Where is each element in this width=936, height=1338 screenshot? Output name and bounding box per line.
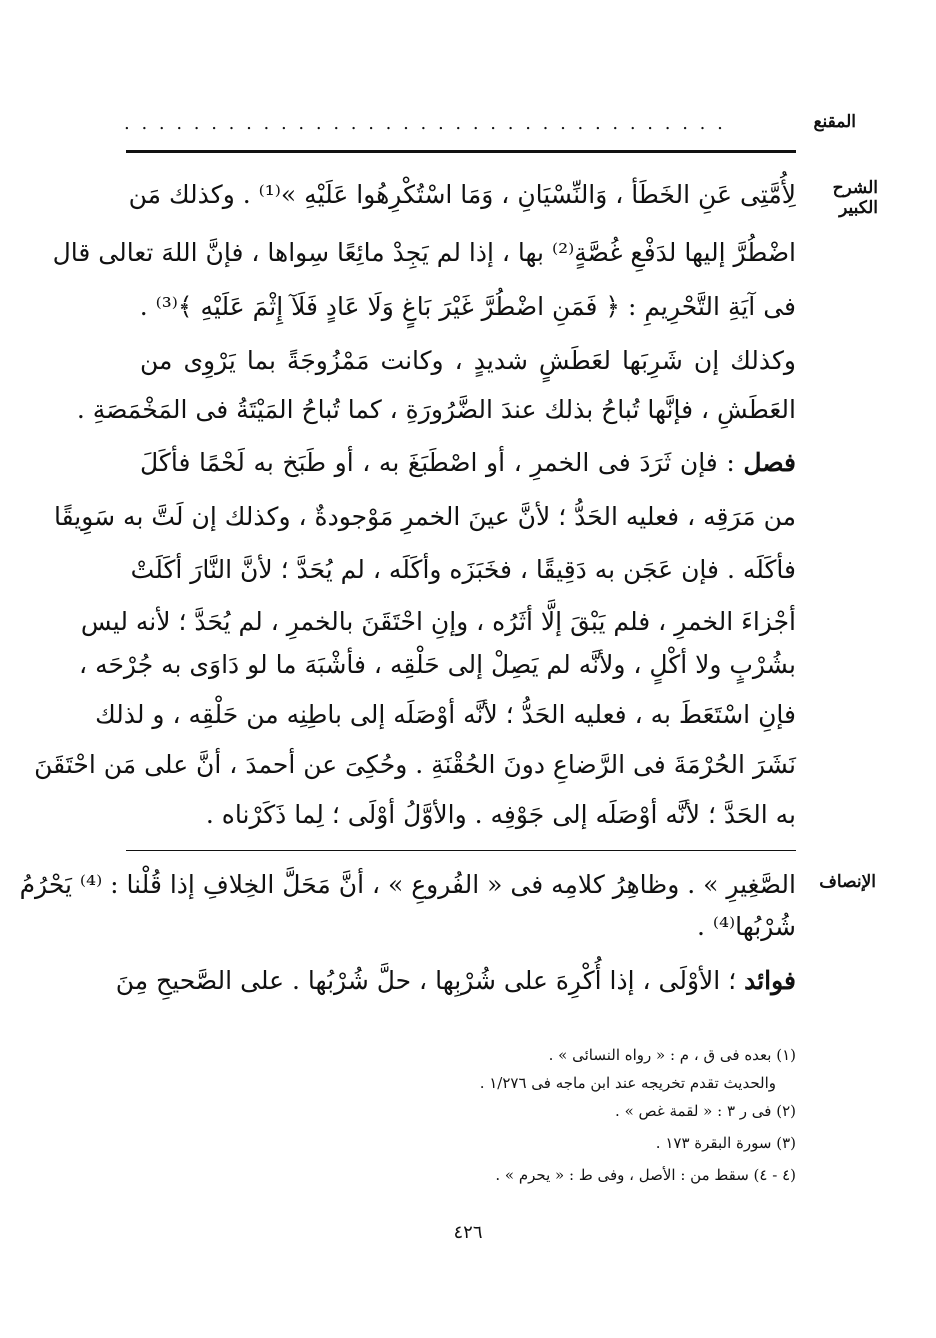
section-separator-rule xyxy=(126,850,796,851)
main-text-line: وكذلك إن شَرِبَها لعَطَشٍ شديدٍ ، وكانت مَمْزُوجَةً بما يَرْوِى من xyxy=(140,346,796,375)
fasl-first-line xyxy=(140,438,796,488)
fasl-text-line: أجْزاءَ الخمرِ ، فلم يَبْقَ إلَّا أثَرُه ، وإنِ احْتَقَنَ بالخمرِ ، لم يُحَدَّ ؛ لأنه ليس xyxy=(80,607,796,636)
fasl-text-line: به الحَدَّ ؛ لأنَّه أوْصَلَه إلى جَوْفِه . والأوَّلُ أوْلَى ؛ لِما ذَكَرْناه . xyxy=(205,800,796,829)
fawaid-line-text: ؛ الأوْلَى ، إذا أُكْرِهَ على شُرْبِها ، حلَّ شُرْبُها . على الصَّحيحِ مِنَ xyxy=(115,966,745,995)
main-text-line: العَطَشِ ، فإنَّها تُباحُ بذلك عندَ الضَّرُورَةِ ، كما تُباحُ المَيْتَةُ فى المَخْمَصَةِ . xyxy=(76,395,796,424)
fasl-text-line: فأكَلَه . فإن عَجَن به دَقِيقًا ، فخَبَزَه وأكَلَه ، لم يُحَدَّ ؛ لأنَّ النَّارَ أكَلَتْ xyxy=(130,555,796,584)
insaf-text-line: الصَّغِيرِ » . وظاهِرُ كلامِه فى « الفُروعِ » ، أنَّ مَحَلَّ الخِلافِ إذا قُلْنا : ⁽⁴⁾ يَحْرُمُ xyxy=(19,870,796,899)
page-number: ٤٢٦ xyxy=(453,1222,483,1243)
footnote-continuation: والحديث تقدم تخريجه عند ابن ماجه فى ١/٢٧٦ . xyxy=(479,1074,776,1092)
insaf-text-line: شُرْبُها⁽⁴⁾ . xyxy=(696,912,796,941)
fasl-text-line: بشُرْبٍ ولا أكْلٍ ، ولأنَّه لم يَصِلْ إلى حَلْقِه ، فأشْبَهَ ما لو دَاوَى به جُرْحَه ، xyxy=(79,650,796,679)
fasl-text-line: نَشَرَ الحُرْمَةَ فى الرَّضاعِ دونَ الحُقْنَةِ . وحُكِىَ عن أحمدَ ، أنَّ على مَن احْتَقَنَ xyxy=(34,750,796,779)
insaf-label: الإنصاف xyxy=(819,872,876,892)
header-book-title: المقنع xyxy=(813,112,856,132)
footnote: (١) بعده فى ق ، م : « رواه النسائى » . xyxy=(548,1046,796,1064)
fasl-first-line-text: : فإن ثَرَدَ فى الخمرِ ، أو اصْطَبَغَ به ، أو طَبَخ به لَحْمًا فأكَلَ xyxy=(140,448,744,477)
footnote: (٢) فى ر ٣ : « لقمة غص » . xyxy=(615,1102,796,1120)
fasl-text-line: فإنِ اسْتَعَطَ به ، فعليه الحَدُّ ؛ لأنَّه أوْصَلَه إلى باطِنِه من حَلْقِه ، و لذلك xyxy=(95,700,796,729)
main-text-line: اضْطُرَّ إليها لدَفْعِ غُصَّةٍ⁽²⁾ بها ، إذا لم يَجِدْ مائِعًا سِواها ، فإنَّ اللهَ تعالى قال xyxy=(52,238,796,267)
fawaid-heading: فوائد xyxy=(744,966,796,995)
sharh-kabir-label: الشرح الكبير xyxy=(832,178,878,218)
main-text-line: فى آيَةِ التَّحْرِيمِ : ﴿ فَمَنِ اضْطُرَّ غَيْرَ بَاغٍ وَلَا عَادٍ فَلَآ إِثْمَ عَلَيْهِ ﴾⁽³⁾ . xyxy=(139,292,796,321)
footnote: (٤ - ٤) سقط من : الأصل ، وفى ط : « يحرم » . xyxy=(495,1166,796,1184)
fawaid-line xyxy=(115,956,796,1006)
main-text-line: لِأُمَّتِى عَنِ الخَطَأ ، وَالنِّسْيَانِ ، وَمَا اسْتُكْرِهُوا عَلَيْهِ »⁽¹⁾ . وكذلك مَن xyxy=(128,180,796,209)
fasl-text-line: من مَرَقِه ، فعليه الحَدُّ ؛ لأنَّ عينَ الخمرِ مَوْجودةٌ ، وكذلك إن لَتَّ به سَوِيقًا xyxy=(54,502,796,531)
header-dotted-leader: . . . . . . . . . . . . . . . . . . . . . . . . . . . . . . . . . . . xyxy=(124,113,726,134)
fasl-heading: فصل xyxy=(743,448,796,477)
footnote: (٣) سورة البقرة ١٧٣ . xyxy=(655,1134,796,1152)
header-rule xyxy=(126,150,796,153)
